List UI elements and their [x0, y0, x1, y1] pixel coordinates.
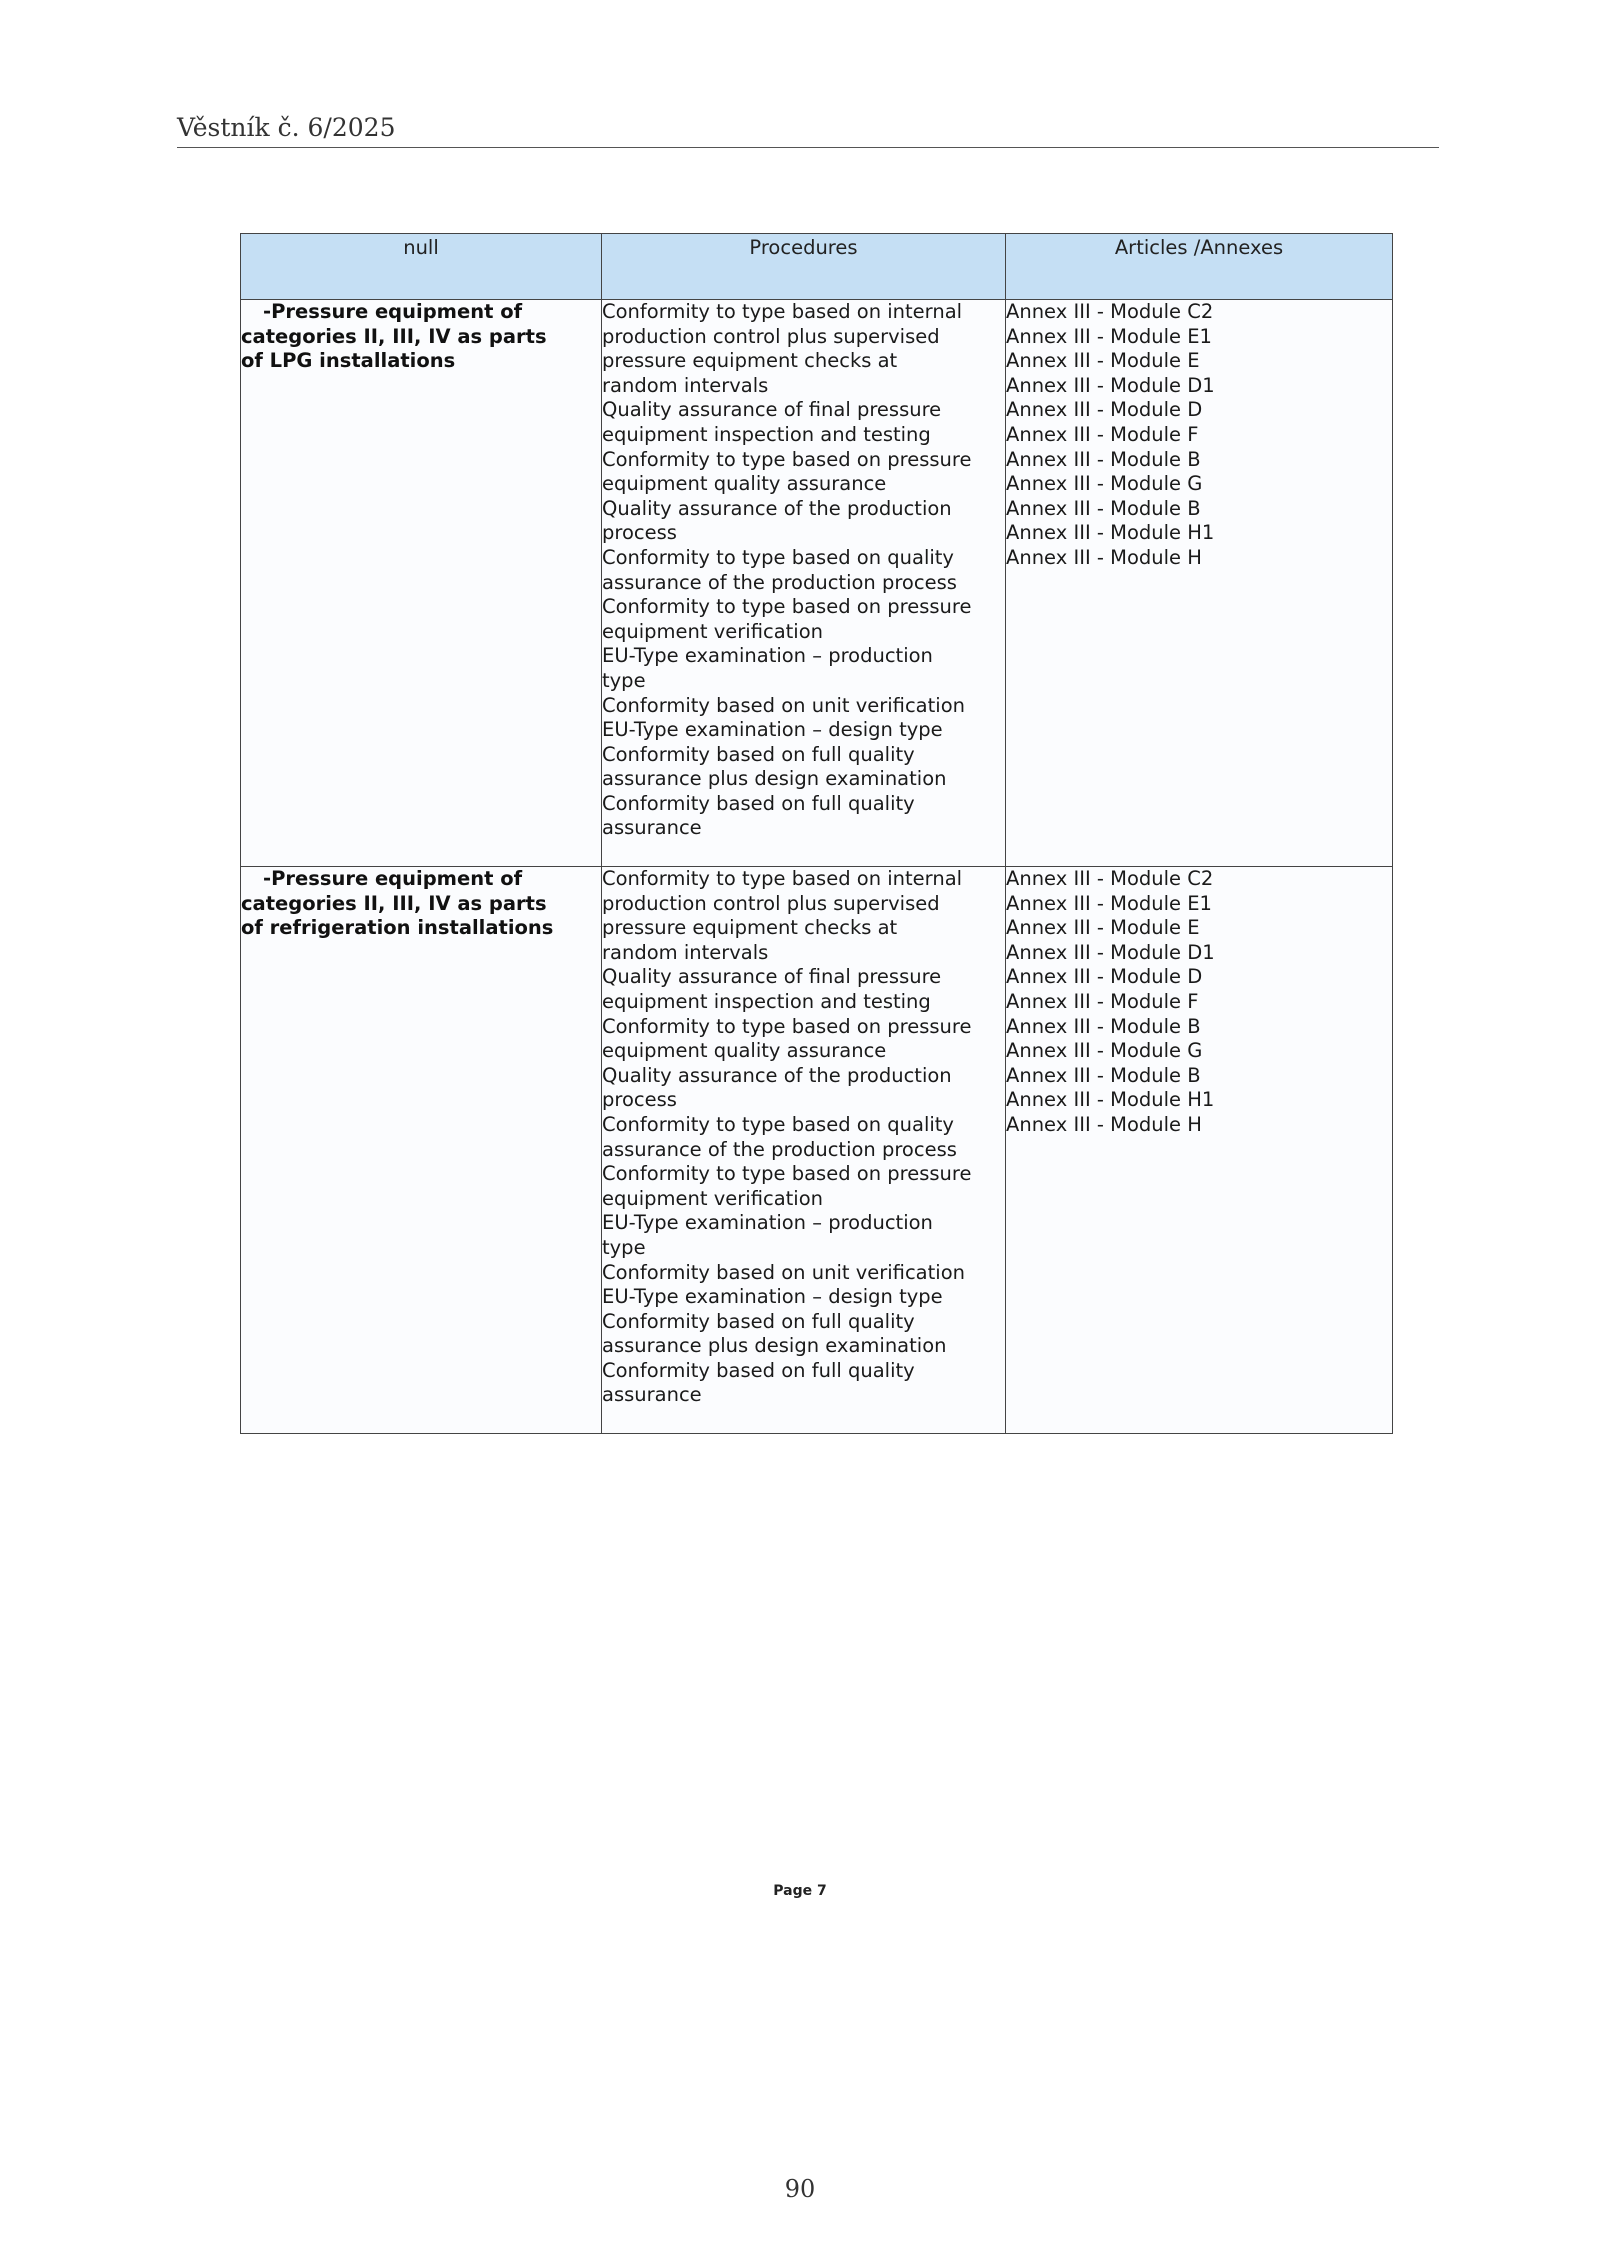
annexes-cell	[1006, 867, 1393, 1434]
procedure-line: equipment quality assurance	[602, 1039, 887, 1063]
procedure-line: EU-Type examination – production	[602, 644, 933, 668]
annex-line: Annex III - Module F	[1006, 422, 1199, 446]
category-line: categories II, III, IV as parts	[241, 324, 547, 348]
annex-line: Annex III - Module C2	[1006, 867, 1214, 890]
procedure-line: random intervals	[602, 373, 769, 397]
category-text	[241, 867, 601, 941]
procedure-line: EU-Type examination – production	[602, 1211, 933, 1235]
procedure-line: Quality assurance of the production	[602, 496, 952, 520]
procedure-line: equipment inspection and testing	[602, 989, 931, 1013]
procedure-line: equipment verification	[602, 1186, 824, 1210]
annex-line: Annex III - Module E1	[1006, 324, 1212, 348]
annex-line: Annex III - Module E	[1006, 916, 1200, 940]
procedure-line: assurance of the production process	[602, 1137, 957, 1161]
page-number: 90	[784, 2175, 816, 2203]
annex-line: Annex III - Module B	[1006, 447, 1201, 471]
procedure-line: production control plus supervised	[602, 324, 940, 348]
procedure-line: equipment verification	[602, 619, 824, 643]
annex-line: Annex III - Module D1	[1006, 373, 1215, 397]
column-header-category: null	[241, 234, 602, 300]
table-header	[241, 234, 1393, 300]
procedure-line: Conformity based on full quality	[602, 791, 915, 815]
category-line: of refrigeration installations	[241, 916, 554, 940]
procedure-line: Conformity to type based on pressure	[602, 1014, 972, 1038]
procedure-line: Conformity to type based on quality	[602, 545, 954, 569]
annex-line: Annex III - Module G	[1006, 1039, 1203, 1063]
annexes-cell	[1006, 300, 1393, 867]
procedures-cell	[602, 300, 1006, 867]
annex-line: Annex III - Module B	[1006, 496, 1201, 520]
category-cell	[241, 300, 602, 867]
procedure-line: Conformity to type based on pressure	[602, 1162, 972, 1186]
procedure-line: Conformity to type based on pressure	[602, 447, 972, 471]
table-row	[241, 867, 1393, 1434]
procedure-line: assurance plus design examination	[602, 767, 947, 791]
category-text	[241, 300, 601, 374]
procedure-line: assurance	[602, 1383, 702, 1407]
category-line: -Pressure equipment of	[263, 867, 523, 890]
procedures-cell	[602, 867, 1006, 1434]
annex-line: Annex III - Module E1	[1006, 891, 1212, 915]
conformity-procedures-table	[240, 233, 1393, 1434]
column-header-articles-annexes: Articles /Annexes	[1006, 234, 1393, 300]
procedure-line: Quality assurance of the production	[602, 1063, 952, 1087]
procedure-line: EU-Type examination – design type	[602, 718, 943, 742]
procedure-line: Conformity to type based on pressure	[602, 595, 972, 619]
procedure-line: assurance	[602, 816, 702, 840]
procedure-line: production control plus supervised	[602, 891, 940, 915]
annex-line: Annex III - Module F	[1006, 989, 1199, 1013]
procedure-line: process	[602, 521, 677, 545]
procedure-line: assurance plus design examination	[602, 1334, 947, 1358]
annex-line: Annex III - Module H1	[1006, 521, 1215, 545]
procedure-line: pressure equipment checks at	[602, 916, 898, 940]
procedure-line: assurance of the production process	[602, 570, 957, 594]
running-header	[177, 113, 1439, 148]
procedure-line: equipment quality assurance	[602, 472, 887, 496]
table-row	[241, 300, 1393, 867]
column-header-procedures: Procedures	[602, 234, 1006, 300]
running-title: Věstník č. 6/2025	[177, 113, 396, 142]
procedure-line: Conformity to type based on internal	[602, 867, 963, 890]
category-line: -Pressure equipment of	[263, 300, 523, 323]
procedure-line: type	[602, 668, 646, 692]
annex-line: Annex III - Module E	[1006, 349, 1200, 373]
procedure-line: equipment inspection and testing	[602, 422, 931, 446]
procedure-line: Conformity based on full quality	[602, 742, 915, 766]
annex-line: Annex III - Module B	[1006, 1063, 1201, 1087]
table-body	[241, 300, 1393, 1434]
procedure-line: Conformity to type based on quality	[602, 1112, 954, 1136]
annex-line: Annex III - Module H	[1006, 1112, 1202, 1136]
annex-line: Annex III - Module B	[1006, 1014, 1201, 1038]
category-cell	[241, 867, 602, 1434]
table-header-row	[241, 234, 1393, 300]
procedure-line: random intervals	[602, 940, 769, 964]
category-line: categories II, III, IV as parts	[241, 891, 547, 915]
annex-line: Annex III - Module H	[1006, 545, 1202, 569]
annex-line: Annex III - Module H1	[1006, 1088, 1215, 1112]
procedure-line: Quality assurance of final pressure	[602, 965, 942, 989]
procedure-line: process	[602, 1088, 677, 1112]
procedure-line: Conformity to type based on internal	[602, 300, 963, 323]
annex-line: Annex III - Module D	[1006, 398, 1203, 422]
procedure-line: EU-Type examination – design type	[602, 1285, 943, 1309]
procedure-line: Conformity based on unit verification	[602, 693, 965, 717]
category-line: of LPG installations	[241, 349, 456, 373]
annex-line: Annex III - Module D	[1006, 965, 1203, 989]
procedure-line: type	[602, 1235, 646, 1259]
procedure-line: Conformity based on full quality	[602, 1309, 915, 1333]
procedure-line: pressure equipment checks at	[602, 349, 898, 373]
procedure-line: Conformity based on full quality	[602, 1358, 915, 1382]
annex-line: Annex III - Module C2	[1006, 300, 1214, 323]
procedure-line: Quality assurance of final pressure	[602, 398, 942, 422]
procedure-line: Conformity based on unit verification	[602, 1260, 965, 1284]
annex-line: Annex III - Module D1	[1006, 940, 1215, 964]
page-label: Page 7	[773, 1883, 827, 1899]
annex-line: Annex III - Module G	[1006, 472, 1203, 496]
